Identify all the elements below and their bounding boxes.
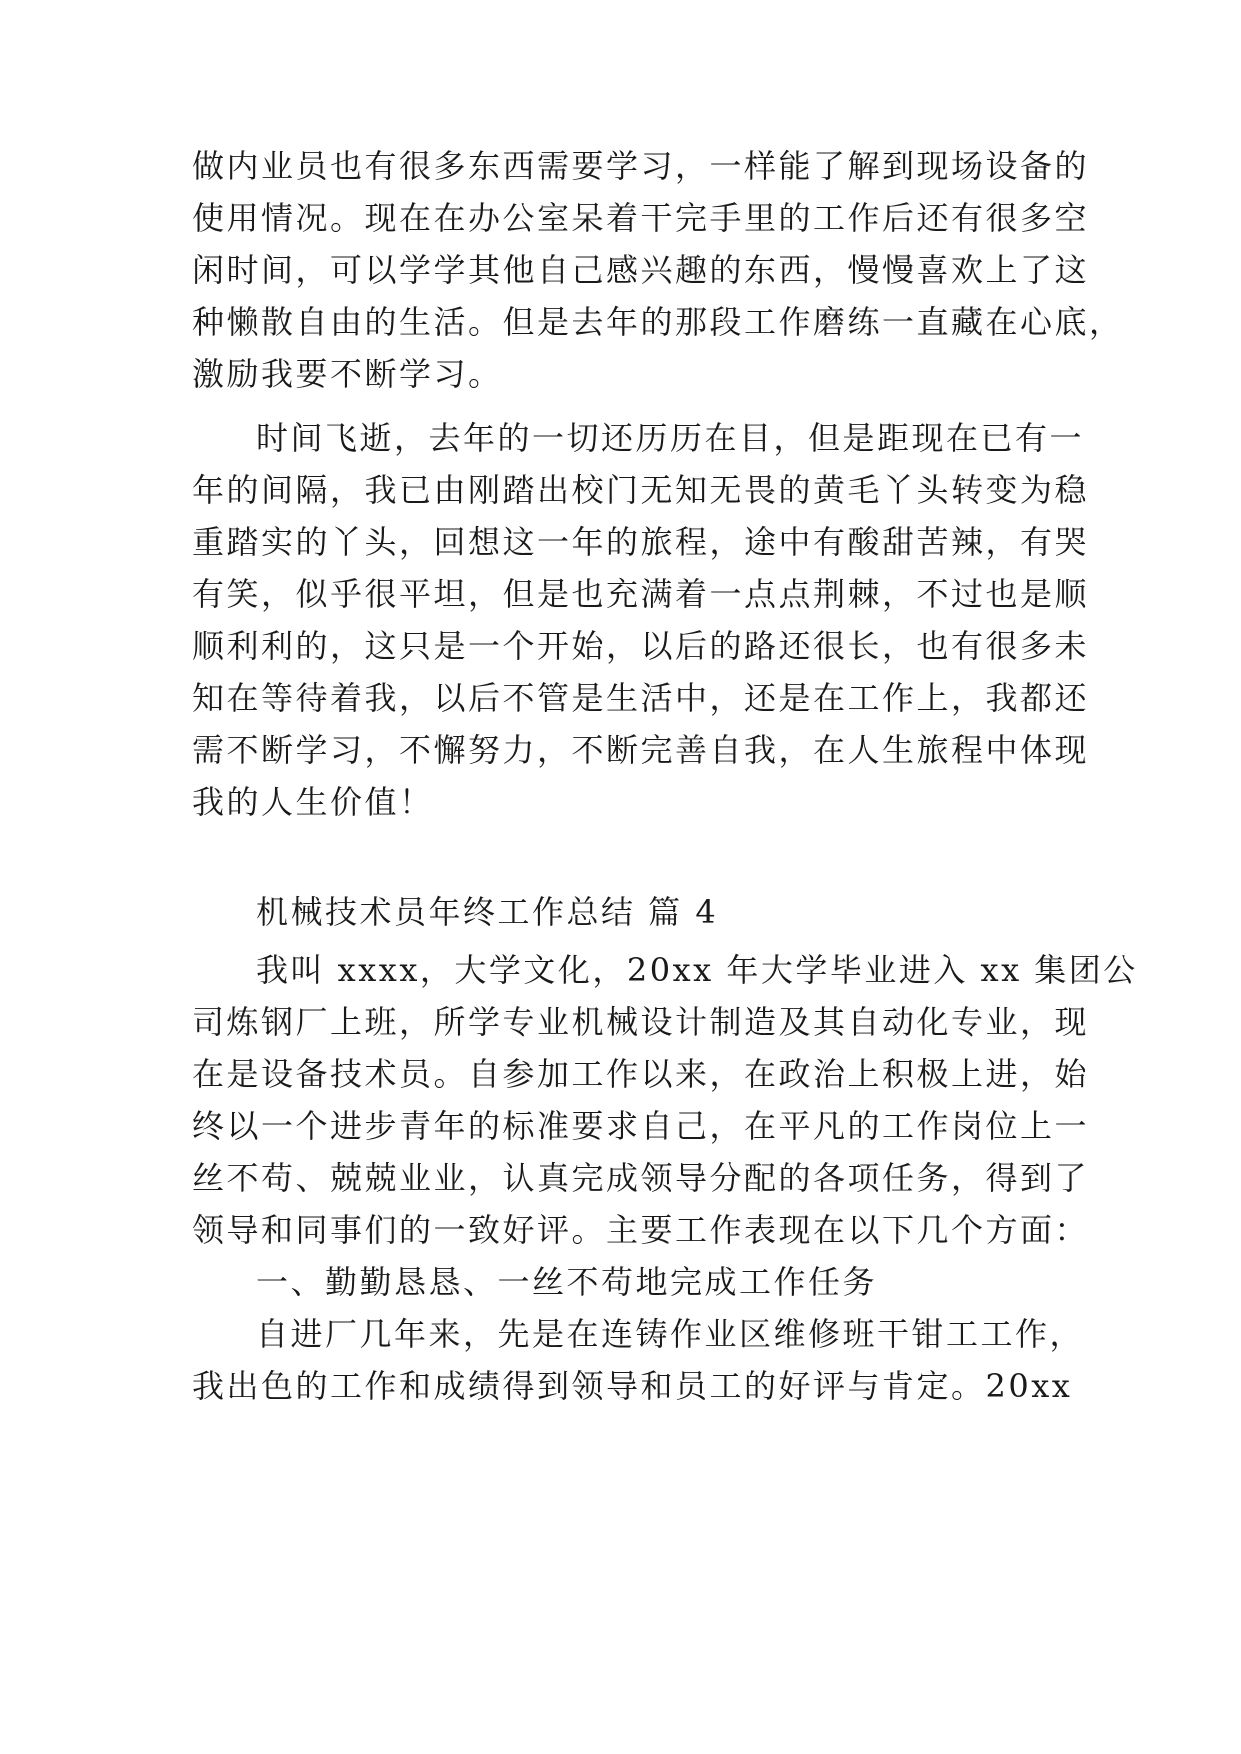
text-line: 年的间隔，我已由刚踏出校门无知无畏的黄毛丫头转变为稳 <box>192 471 1090 509</box>
text-line: 在是设备技术员。自参加工作以来，在政治上积极上进，始 <box>192 1055 1090 1093</box>
text-line: 终以一个进步青年的标准要求自己，在平凡的工作岗位上一 <box>192 1107 1090 1145</box>
text-line: 丝不苟、兢兢业业，认真完成领导分配的各项任务，得到了 <box>192 1159 1090 1197</box>
paragraph-first-line: 自进厂几年来，先是在连铸作业区维修班干钳工工作， <box>256 1315 1085 1353</box>
subsection-heading: 一、勤勤恳恳、一丝不苟地完成工作任务 <box>256 1263 878 1301</box>
text-line: 我的人生价值！ <box>192 783 434 821</box>
text-line: 司炼钢厂上班，所学专业机械设计制造及其自动化专业，现 <box>192 1003 1090 1041</box>
text-line: 知在等待着我，以后不管是生活中，还是在工作上，我都还 <box>192 679 1090 717</box>
text-line: 做内业员也有很多东西需要学习，一样能了解到现场设备的 <box>192 147 1090 185</box>
text-line: 我出色的工作和成绩得到领导和员工的好评与肯定。20xx <box>192 1367 1073 1405</box>
text-line: 激励我要不断学习。 <box>192 355 503 393</box>
paragraph-first-line: 我叫 xxxx，大学文化，20xx 年大学毕业进入 xx 集团公 <box>256 951 1138 989</box>
text-line: 有笑，似乎很平坦，但是也充满着一点点荆棘，不过也是顺 <box>192 575 1090 613</box>
text-line: 领导和同事们的一致好评。主要工作表现在以下几个方面： <box>192 1211 1090 1249</box>
text-line: 顺利利的，这只是一个开始，以后的路还很长，也有很多未 <box>192 627 1090 665</box>
section-heading: 机械技术员年终工作总结 篇 4 <box>256 893 719 931</box>
text-line: 重踏实的丫头，回想这一年的旅程，途中有酸甜苦辣，有哭 <box>192 523 1090 561</box>
text-line: 闲时间，可以学学其他自己感兴趣的东西，慢慢喜欢上了这 <box>192 251 1090 289</box>
text-line: 使用情况。现在在办公室呆着干完手里的工作后还有很多空 <box>192 199 1090 237</box>
text-line: 种懒散自由的生活。但是去年的那段工作磨练一直藏在心底， <box>192 303 1124 341</box>
text-line: 需不断学习，不懈努力，不断完善自我，在人生旅程中体现 <box>192 731 1090 769</box>
paragraph-first-line: 时间飞逝，去年的一切还历历在目，但是距现在已有一 <box>256 419 1085 457</box>
